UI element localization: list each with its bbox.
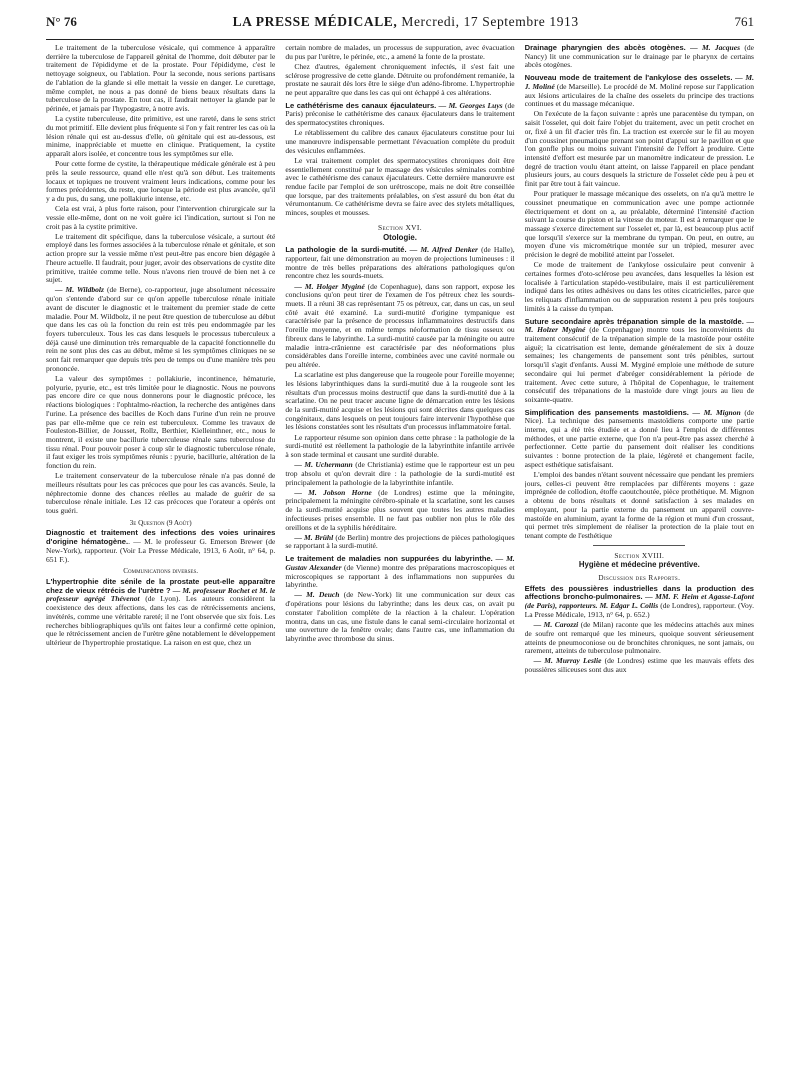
speaker-name: — M. Murray Leslie: [533, 656, 602, 666]
paragraph: [285, 489, 514, 533]
paragraph-text: (de Londres), rapporteur. (Voy. La Presse Médicale, 1913, n° 64, p. 652.): [524, 601, 754, 619]
speaker-name: — M. Wildbolz: [55, 285, 104, 295]
page-header: [46, 14, 754, 40]
speaker-name: — M. Uchermann: [294, 460, 353, 470]
article-author: — M. Mignon: [692, 407, 741, 417]
article-title: La pathologie de la surdi-mutité.: [285, 245, 407, 255]
article-heading: [285, 102, 514, 128]
paragraph: Le vrai traitement complet des spermatocystites chroniques doit être essentiellement constitué par le massage des vésicules séminales combiné avec le cathétérisme des canaux éjaculateurs. Cette dernière manœuvre est rendue facile par l'emploi de son urétroscope, mais ne doit être conseillée que lorsque, par des traitements préalables, on s'est assuré du bon état du vérumontanum. Ce cathétérisme devra se faire avec des stylets métalliques, minces, souples et mousses.: [285, 155, 515, 218]
speaker-name: — M. Brühl: [294, 532, 334, 542]
question-heading: 3e Question (9 Août): [129, 518, 192, 527]
article-title: Suture secondaire après trépanation simple de la mastoïde.: [524, 316, 744, 326]
article-heading: [46, 578, 275, 648]
article-heading: [525, 318, 754, 405]
paragraph-text: (de Nancy) lit une communication sur le drainage par le pharynx de certains abcès otogènes.: [524, 44, 754, 70]
paragraph-text: (de Paris) préconise le cathétérisme des canaux éjaculateurs dans le traitement des spermatocystites chroniques.: [285, 100, 515, 128]
paragraph: Pour cette forme de cystite, la thérapeutique médicale générale est à peu près la seule ressource, quand elle n'est qu'à son début. Les traitements locaux et topiques ne trouvent vraiment leurs indications, comme pour les formes précédentes, du reste, que lorsque la période est plus avancée, qu'il y a du pus, du sang, une pollakiurie intense, etc.: [46, 159, 276, 203]
article-author: — MM. F. Heim et Agasse-Lafont (de Paris), rapporteurs. M. Edgar L. Collis: [524, 592, 754, 611]
section-title: Otologie.: [383, 232, 417, 242]
paragraph: Pour pratiquer le massage mécanique des osselets, on n'a qu'à mettre le coussinet pneumatique en communication avec une pompe actionnée électriquement et dont on a, au préalable, déterminé l'intensité d'action suivant la course du piston et la vitesse du moteur. Il est à remarquer que le massage s'exerce directement sur l'osselet et, par là, est beaucoup plus actif que lorsqu'il s'exerce sur la membrane du tympan. On peut, en outre, au moyen d'une vis micrométrique montée sur un trépied, mesurer avec précision le degré de mobilité atteint par l'osselet.: [524, 189, 754, 260]
article-author: — M. professeur Rochet et M. le professeur agrégé Thévenot: [46, 585, 276, 604]
paragraph: [525, 657, 754, 674]
column-3: [525, 44, 754, 1076]
page-number: 761: [734, 14, 754, 29]
column-2: [285, 44, 514, 1076]
article-heading: [525, 74, 754, 109]
paragraph: [525, 621, 754, 656]
paragraph: Le traitement de la tuberculose vésicale, qui commence à apparaître derrière la tuberculose de l'appareil génital de l'homme, doit débuter par le traitement de l'épididyme et de la prostate. Pour l'épididyme, c'est le nettoyage soigneux, ou l'ablation. Pour la seconde, nous serions partisans de l'ablation de la glande si elle mettait la vessie en danger. Le curettage, même complet, ne nous a pas donné de biens beaux résultats dans la tuberculose de la prostate. En tout cas, il faudrait nettoyer la glande par le périnée, et jamais par l'hypogastre, à notre avis.: [46, 44, 276, 113]
paragraph: Cela est vrai, à plus forte raison, pour l'intervention chirurgicale sur la vessie elle-même, dont on ne voit guère ici l'indication, surtout si l'on ne croit pas à la cystite primitive.: [46, 204, 276, 231]
paragraph-text: (de Londres) estime que les mauvais effets des poussières siliceuses sont dus aux: [524, 656, 754, 675]
article-title: L'hypertrophie dite sénile de la prostate peut-elle apparaître chez de vieux rétrécis de l'urètre ?: [46, 576, 276, 595]
article-title: Drainage pharyngien des abcès otogènes.: [524, 44, 686, 52]
paragraph: [285, 591, 514, 643]
paragraph-text: (de Berlin) montre des projections de pièces pathologiques se rapportant à la surdi-mutité.: [285, 532, 515, 551]
article-title: Simplification des pansements mastoïdiens.: [524, 407, 689, 417]
section-divider: [593, 545, 685, 546]
speaker-name: — M. Holger Myginé: [294, 281, 365, 291]
article-title: Diagnostic et traitement des infections des voies urinaires d'origine hématogène.: [46, 528, 276, 547]
issue-date: Mercredi, 17 Septembre 1913: [401, 14, 579, 29]
article-title: Le traitement de maladies non suppurées du labyrinthe.: [285, 554, 493, 564]
journal-title: [233, 14, 579, 30]
section-title: Hygiène et médecine préventive.: [578, 560, 700, 570]
article-heading: [285, 555, 514, 590]
article-heading: [285, 246, 514, 281]
column-1: [46, 44, 275, 1076]
paragraph: Chez d'autres, également chroniquement infectés, il s'est fait une sclérose progressive de cette glande. Détruite ou profondément remaniée, la prostate ne saurait dès lors être le siège d'un adéno-fibrome. L'hypertrophie ne peut apparaître que dans les cas qui ont échappé à ces altérations.: [285, 61, 515, 98]
journal-name: LA PRESSE MÉDICALE,: [232, 14, 398, 29]
paragraph-text: (de Nice). La technique des pansements mastoïdiens comporte une partie interne, qui a été très étudiée et a donné lieu à l'emploi de différentes méthodes, et une partie externe, que l'on n'a peut-être pas assez cherché à perfectionner. Cette partie du pansement doit réaliser les conditions suivantes : bonne protection de la plaie, légèreté et changement facile, aspect esthétique satisfaisant.: [524, 407, 754, 469]
paragraph: [285, 461, 514, 487]
subsection-heading: Communications diverses.: [123, 567, 199, 576]
article-title: Nouveau mode de traitement de l'ankylose des osselets.: [524, 73, 733, 83]
article-author: — M. Gustav Alexander: [285, 554, 515, 572]
paragraph: certain nombre de malades, un processus de suppuration, avec évacuation du pus par l'urètre, le périnée, etc., a amené la fonte de la prostate.: [285, 44, 515, 61]
article-author: . — M. le professeur G. Emerson Brewer (de New-York), rapporteur. (Voir La Presse Médicale, 1913, 6 Août, n° 64, p. 651 F.).: [46, 537, 276, 564]
article-author: — M. Jacques: [690, 44, 741, 52]
paragraph: On l'exécute de la façon suivante : après une paracentèse du tympan, on saisit l'osselet, qui doit faire l'objet du traitement, avec un petit crochet en or, fixé à un fil d'acier très fin. La traction est exercée sur le fil au moyen d'un coussinet pneumatique prenant son point d'appui sur le pavillon et que l'on gonfle plus ou moins suivant l'intensité de l'effort à produire. Cette intensité d'effort est mesurée par un manomètre indicateur de pression. Le degré de traction voulu étant atteint, on laisse l'appareil en place pendant plusieurs jours, au cours desquels la stricture de l'osselet cède peu à peu et finit par être tout à fait vaincue.: [524, 109, 754, 189]
article-heading: [46, 529, 275, 564]
paragraph-text: (de Lyon). Les auteurs considèrent la coexistence des deux affections, dans les cas de rétrécissements anciens, invétérés, comme une véritable rareté; il ne l'ont observée que six fois. Les recherches bibliographiques qu'ils ont faites leur a confirmé cette opinion, que le rétrécissement ancien de l'urètre gêne notablement le développement ultérieur de l'hypertrophie prostatique. La raison en est que, chez un: [46, 594, 276, 647]
issue-number: N° 76: [46, 14, 77, 29]
paragraph: La cystite tuberculeuse, dite primitive, est une rareté, dans le sens strict du mot primitif. Elle devient plus fréquente si l'on y fait rentrer les cas où la lésion rénale qui est au-dessus d'elle, où génitale qui est au-dessous, est minime, inappréciable et muette en clinique. Pratiquement, la cystite apparaît alors isolée, et concentre tous les symptômes sur elle.: [46, 114, 276, 158]
article-title: Le cathétérisme des canaux éjaculateurs.: [285, 100, 437, 110]
paragraph: Le traitement conservateur de la tuberculose rénale n'a pas donné de meilleurs résultats pour les cas précoces que pour les cas avancés. Seule, la néphrectomie donne des chances réelles au malade de guérir de sa tuberculose rénale initiale. Les 12 cas précoces que l'orateur a opérés ont tous guéri.: [46, 471, 276, 516]
article-author: — M. Georges Luys: [438, 100, 503, 110]
article-author: — M. J. Moliné: [524, 73, 754, 91]
paragraph: L'emploi des bandes n'étant souvent nécessaire que pendant les premiers jours, celles-ci peuvent être remplacées par différents moyens : gaze imprégnée de collodion, étoffe caoutchoutée, pièce prothétique. M. Mignon a obtenu de bons résultats et donné satisfaction à ses malades en employant, pour la partie externe du pansement un appareil couvre-mastoïde en aluminium, ayant la forme de la région et muni d'un crossaut, qui permet très simplement de réaliser la protection de la plaie tout en tenant compte de l'esthétique: [524, 470, 754, 540]
paragraph-text: (de Copenhague) montre tous les inconvénients du traitement consécutif de la trépanation simple de la mastoïde pour ostéite aiguë; la cicatrisation est lente, demande généralement de six à douze semaines; les changements de pansement sont très pénibles, surtout lorsqu'il s'agit d'enfants. Aussi M. Myginé emploie une méthode de suture secondaire qui lui permet d'abréger considérablement la période de traitement. Avec cette suture, à l'hôpital de Copenhague, le traitement consécutif des trépanations de la mastoïde dure vingt jours au lieu de soixante-quatre.: [524, 325, 754, 404]
subsection-heading: Discussion des Rapports.: [598, 574, 681, 583]
section-number: Section XVIII.: [614, 550, 665, 560]
paragraph: La valeur des symptômes : pollakiurie, incontinence, hématurie, polyurie, pyurie, etc., est très limitée pour le diagnostic. Nous ne pouvons pas encore dire ce que nous donnerons pour le diagnostic précoce, les réactions biologiques : l'ophtalmo-réaction, la recherche des antigènes dans l'urine. La présence des bacilles de Koch dans l'urine d'un rein ne prouve pas par elle-même que ce rein est tuberculeux. Comme les travaux de Fouleston-Billier, de Jousset, Rollz, Berthier, Kielleinthner, etc., nous le montrent, il existe une bacillurie tuberculeuse rénale sans tuberculose du tissu rénal. Pour pouvoir poser à coup sûr le diagnostic tuberculose rénale, il faut exiger les trois symptômes réunis : pyurie, bacillurie, altération de la fonction du rein.: [46, 374, 276, 471]
paragraph-text: (de New-York) lit une communication sur deux cas d'opérations pour lésions du labyrinthe; dans les deux cas, on avait pu constater l'abolition complète de la réaction à la chaleur. L'opération montra, dans un cas, une fistule dans le canal semi-circulaire horizontal et une ouverture de la fenêtre ovale; dans l'autre cas, une inflammation du labyrinthe avec thrombose du sinus.: [285, 590, 515, 643]
paragraph: Le rapporteur résume son opinion dans cette phrase : la pathologie de la surdi-mutité est réellement la pathologie de la labyrinthite infantile arrivée à son stade terminal et causant une surdité durable.: [285, 432, 515, 459]
paragraph-text: (de Copenhague), dans son rapport, expose les conclusions qu'on peut tirer de l'examen de l'os pétreux chez les sourds-muets. Il a réuni 38 cas représentant 75 os pétreux, car, dans un cas, un seul côté avait été examiné. La surdi-mutité d'origine tympanique est caractérisée par la présence de processus inflammatoires destructifs dans l'oreille moyenne, et en même temps néoformation de tissu osseux ou fibreux dans le labyrinthe. La surdi-mutité causée par la méningite ou autre maladie intra-crânienne est caractérisée par des néoformations plus considérables dans l'oreille interne, combinées avec une cavité normale ou peu altérée.: [285, 281, 515, 369]
paragraph-text: (de Vienne) montre des préparations macroscopiques et microscopiques se rapportant à des inflammations non suppurées du labyrinthe.: [285, 562, 515, 590]
paragraph: Le rétablissement du calibre des canaux éjaculateurs constitue pour lui une manœuvre indispensable permettant l'évacuation complète du produit des vésicules enflammées.: [285, 128, 515, 155]
paragraph: [285, 283, 514, 370]
article-title: Effets des poussières industrielles dans la production des affections broncho-pulmonaires.: [524, 583, 754, 602]
speaker-name: — M. Deuch: [294, 590, 340, 600]
article-author: — M. Holzer Myginé: [524, 316, 754, 335]
text-columns: [46, 44, 754, 1076]
paragraph: [285, 534, 514, 551]
paragraph-text: (de Londres) estime que la méningite, principalement la méningite cérébro-spinale et la scarlatine, sont les causes de la surdi-mutité acquise plus souvent que toutes les autres maladies infectieuses prises ensemble. Il ne faut pas oublier non plus le rôle des oreillons et de la syphilis héréditaire.: [285, 487, 515, 532]
paragraph: Ce mode de traitement de l'ankylose ossiculaire peut convenir à certaines formes d'oto-sclérose peu avancées, dans lesquelles la lésion est localisée à l'articulation stapédo-vestibulaire, mais il est particulièrement indiqué dans les otites adhésives ou dans les otites cicatricielles, parce que les reliquats d'inflammation ou de suppuration restent à peu près toujours limités à la caisse du tympan.: [524, 260, 754, 313]
article-heading: [525, 44, 754, 70]
paragraph-text: (de Milan) raconte que les médecins attachés aux mines de soufre ont remarqué que les mineurs, quoique souvent sérieusement atteints de pneumoconiose ou de bronchites chroniques, ne sont jamais, ou rarement, atteints de tuberculose pulmonaire.: [524, 620, 754, 656]
paragraph: [46, 286, 275, 373]
paragraph-text: (de Berne), co-rapporteur, juge absolument nécessaire qu'on s'entende d'abord sur ce qu'on appelle tuberculose rénale initiale avant de discuter le diagnostic et le traitement du premier stade de cette maladie. Pour M. Wildbolz, il ne peut être question de tuberculose au début que dans les cas où la fonction du rein est très peu endommagée par les foyers tuberculeux. Tous les cas dans lesquels le processus tuberculeux a déjà causé une diminution très remarquable de la capacité fonctionnelle du rein ne sont plus des cas au début, même si les symptômes cliniques ne se sont fait remarquer que depuis très peu de temps ou d'une manière très peu prononcée.: [46, 285, 276, 373]
speaker-name: — M. Carozzi: [533, 620, 579, 630]
article-heading: [525, 585, 754, 620]
paragraph: Le traitement dit spécifique, dans la tuberculose vésicale, a surtout été employé dans les formes associées à la tuberculose rénale et génitale, et son action propre sur la vessie même n'est peut-être pas encore bien dégagée à l'heure actuelle. Il faudrait, pour juger, avoir des observations de cystite dite primitive, traitée comme telle. Nous n'avons rien trouvé de bien net à ce sujet.: [46, 231, 276, 285]
article-heading: [525, 409, 754, 470]
speaker-name: — M. Jobson Horne: [294, 487, 372, 497]
paragraph: La scarlatine est plus dangereuse que la rougeole pour l'oreille moyenne; les lésions labyrinthiques dans la surdi-mutité due à la rougeole sont les résultats d'un processus moins destructif que dans la surdi-mutité due à la scarlatine. On ne peut tracer aucune ligne de démarcation entre les lésions de la surdi-mutité acquise et les lésions qui sont décrites dans quelques cas congénitaux, dans lesquels on peut toujours faire intervenir l'hypothèse que les lésions constatées sont les résultats d'un processus inflammatoire fœtal.: [285, 370, 515, 432]
paragraph-text: (de Halle), rapporteur, fait une démonstration au moyen de projections lumineuses : il montre de très belles préparations des altérations pathologiques qu'on rencontre chez les sourds-muets.: [285, 245, 515, 281]
paragraph-text: (de Marseille). Le procédé de M. Moliné repose sur l'application aux lésions articulaires de la chaîne des osselets du principe des tractions continues et du massage mécanique.: [524, 81, 754, 109]
paragraph-text: (de Christiania) estime que le rapporteur est un peu trop absolu et qu'on devrait dire : la pathologie de la surdi-mutité est principalement la pathologie de la labyrinthite infantile.: [285, 460, 515, 487]
article-author: — M. Alfred Denker: [409, 245, 478, 255]
section-number: Section XVI.: [377, 222, 423, 232]
